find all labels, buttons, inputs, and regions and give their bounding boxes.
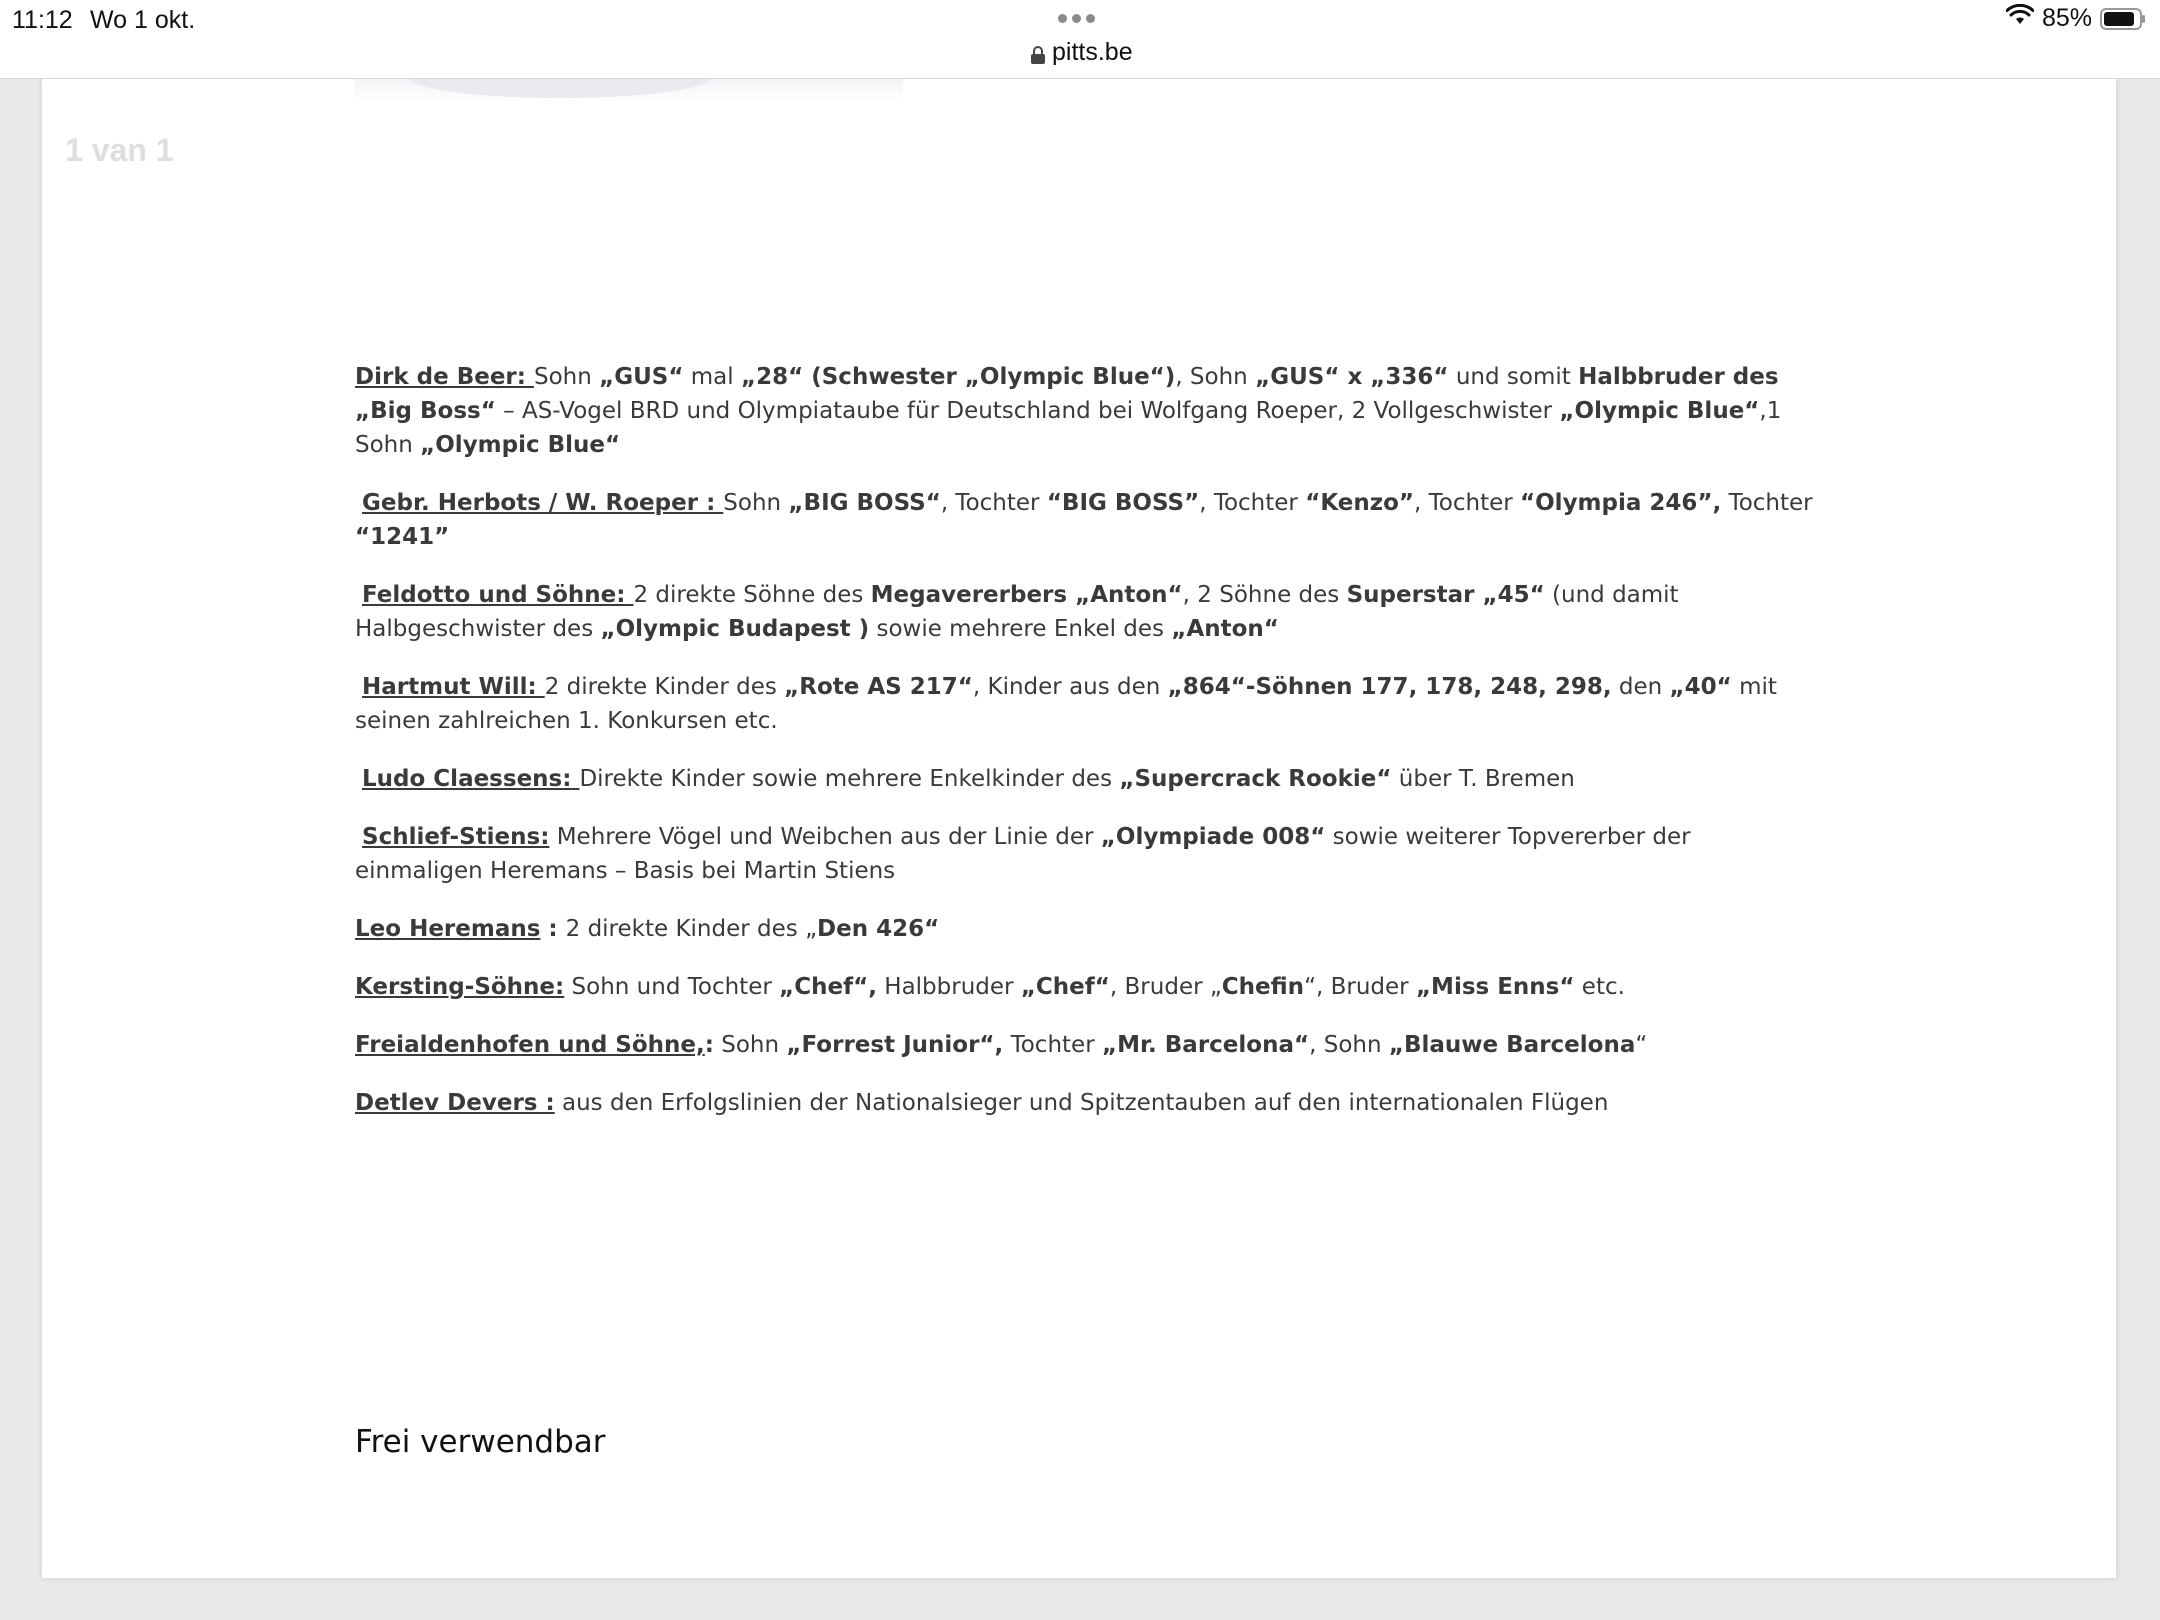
pigeon-reference: „GUS“ x „336“ bbox=[1255, 364, 1449, 390]
footer-label: Frei verwendbar bbox=[355, 1424, 606, 1460]
entry-text: , Sohn bbox=[1309, 1032, 1389, 1058]
entry-text: aus den Erfolgslinien der Nationalsieger und Spitzentauben auf den internationalen Flügen bbox=[554, 1090, 1609, 1116]
entry-text: sowie weiterer Topvererber der einmaligen Heremans – Basis bei Martin Stiens bbox=[355, 824, 1691, 884]
battery-icon bbox=[2100, 8, 2146, 30]
document-image-fragment bbox=[355, 78, 903, 102]
pigeon-reference: “BIG BOSS” bbox=[1046, 490, 1200, 516]
lock-icon bbox=[1030, 43, 1046, 63]
entry-text: mal bbox=[683, 364, 741, 390]
pigeon-reference: “Olympia 246”, bbox=[1520, 490, 1722, 516]
breeder-entry bbox=[355, 578, 1815, 646]
status-bar bbox=[0, 0, 2160, 79]
wifi-icon bbox=[2006, 4, 2034, 33]
pigeon-reference: „Chef“, bbox=[779, 974, 877, 1000]
pigeon-reference: Den 426“ bbox=[817, 916, 940, 942]
pigeon-reference: „Miss Enns“ bbox=[1415, 974, 1575, 1000]
pigeon-reference: „Anton“ bbox=[1171, 616, 1279, 642]
breeder-entry bbox=[355, 762, 1815, 796]
entry-text: , Kinder aus den bbox=[972, 674, 1168, 700]
breeder-entry bbox=[355, 1086, 1815, 1120]
pigeon-reference: „Olympic Blue“ bbox=[1559, 398, 1760, 424]
entry-text: und somit bbox=[1448, 364, 1579, 390]
entry-text: Direkte Kinder sowie mehrere Enkelkinder des bbox=[579, 766, 1120, 792]
pigeon-reference: : bbox=[540, 916, 566, 942]
pigeon-reference: „GUS“ bbox=[599, 364, 684, 390]
pigeon-reference: „Forrest Junior“, bbox=[786, 1032, 1004, 1058]
breeder-name: Leo Heremans bbox=[355, 916, 541, 942]
breeder-name: Schlief-Stiens: bbox=[362, 824, 550, 850]
breeder-entry bbox=[355, 1028, 1815, 1062]
entry-text: über T. Bremen bbox=[1391, 766, 1575, 792]
breeder-entry bbox=[355, 486, 1815, 554]
pigeon-reference: : bbox=[704, 1032, 714, 1058]
pigeon-reference: Megavererbers „Anton“ bbox=[870, 582, 1183, 608]
entry-text: , Tochter bbox=[940, 490, 1047, 516]
status-right bbox=[2006, 4, 2146, 33]
pigeon-reference: Chefin bbox=[1221, 974, 1305, 1000]
entry-text: etc. bbox=[1574, 974, 1625, 1000]
pigeon-reference: „28“ (Schwester „Olympic Blue“) bbox=[740, 364, 1176, 390]
pigeon-reference: „Rote AS 217“ bbox=[784, 674, 973, 700]
entry-text: sowie mehrere Enkel des bbox=[869, 616, 1172, 642]
entry-text: den bbox=[1611, 674, 1670, 700]
breeder-entry bbox=[355, 670, 1815, 738]
entry-text: 2 direkte Kinder des „ bbox=[565, 916, 817, 942]
battery-percentage: 85% bbox=[2041, 4, 2092, 32]
entry-text: Halbbruder bbox=[876, 974, 1021, 1000]
status-date: Wo 1 okt. bbox=[90, 6, 196, 34]
breeder-name: Dirk de Beer: bbox=[355, 364, 534, 390]
page-counter: 1 van 1 bbox=[65, 132, 174, 168]
entry-text: “, Bruder bbox=[1304, 974, 1416, 1000]
entry-text: – AS-Vogel BRD und Olympiataube für Deutschland bei Wolfgang Roeper, 2 Vollgeschwister bbox=[495, 398, 1560, 424]
entry-text: Tochter bbox=[1003, 1032, 1102, 1058]
pigeon-reference: „864“-Söhnen 177, 178, 248, 298, bbox=[1167, 674, 1612, 700]
breeder-name: Hartmut Will: bbox=[362, 674, 545, 700]
status-time: 11:12 bbox=[12, 6, 73, 34]
entry-text: Sohn bbox=[723, 490, 789, 516]
pigeon-reference: Halbbruder des „Big Boss“ bbox=[355, 364, 1779, 424]
entry-text: , Bruder „ bbox=[1109, 974, 1222, 1000]
breeder-name: Kersting-Söhne: bbox=[355, 974, 565, 1000]
pigeon-reference: „Olympic Budapest ) bbox=[600, 616, 870, 642]
entry-text: , Tochter bbox=[1199, 490, 1306, 516]
entry-text: mit seinen zahlreichen 1. Konkursen etc. bbox=[355, 674, 1777, 734]
multitasking-dots-icon[interactable] bbox=[1058, 14, 1095, 23]
entry-text: Sohn bbox=[713, 1032, 787, 1058]
pigeon-reference: „Olympic Blue“ bbox=[420, 432, 621, 458]
breeder-name: Feldotto und Söhne: bbox=[362, 582, 634, 608]
entry-text: Sohn und Tochter bbox=[564, 974, 780, 1000]
url-text: pitts.be bbox=[1052, 38, 1133, 66]
document-content bbox=[355, 360, 1815, 1144]
entry-text: , Tochter bbox=[1414, 490, 1521, 516]
breeder-name: Freialdenhofen und Söhne, bbox=[355, 1032, 705, 1058]
breeder-name: Detlev Devers : bbox=[355, 1090, 555, 1116]
pigeon-reference: „Blauwe Barcelona bbox=[1388, 1032, 1636, 1058]
pigeon-reference: “1241” bbox=[355, 524, 450, 550]
pigeon-reference: „Olympiade 008“ bbox=[1100, 824, 1326, 850]
pigeon-reference: „40“ bbox=[1669, 674, 1732, 700]
breeder-name: Ludo Claessens: bbox=[362, 766, 580, 792]
entry-text: Mehrere Vögel und Weibchen aus der Linie der bbox=[549, 824, 1101, 850]
breeder-entry bbox=[355, 820, 1815, 888]
entry-text: Tochter bbox=[1721, 490, 1813, 516]
address-bar[interactable] bbox=[1030, 38, 1133, 67]
pigeon-reference: “Kenzo” bbox=[1305, 490, 1415, 516]
pigeon-reference: „Chef“ bbox=[1020, 974, 1110, 1000]
pigeon-reference: „Supercrack Rookie“ bbox=[1119, 766, 1392, 792]
pigeon-reference: „Mr. Barcelona“ bbox=[1101, 1032, 1310, 1058]
entry-text: Sohn bbox=[533, 364, 600, 390]
entry-text: , 2 Söhne des bbox=[1182, 582, 1347, 608]
breeder-entry bbox=[355, 970, 1815, 1004]
entry-text: “ bbox=[1635, 1032, 1648, 1058]
pigeon-reference: Superstar „45“ bbox=[1346, 582, 1545, 608]
breeder-entry bbox=[355, 360, 1815, 462]
entry-text: , Sohn bbox=[1175, 364, 1256, 390]
entry-text: (und damit Halbgeschwister des bbox=[355, 582, 1679, 642]
entry-text: ,1 Sohn bbox=[355, 398, 1782, 458]
breeder-name: Gebr. Herbots / W. Roeper : bbox=[362, 490, 724, 516]
pigeon-reference: „BIG BOSS“ bbox=[788, 490, 941, 516]
breeder-entry bbox=[355, 912, 1815, 946]
entry-text: 2 direkte Söhne des bbox=[633, 582, 871, 608]
entry-text: 2 direkte Kinder des bbox=[544, 674, 785, 700]
